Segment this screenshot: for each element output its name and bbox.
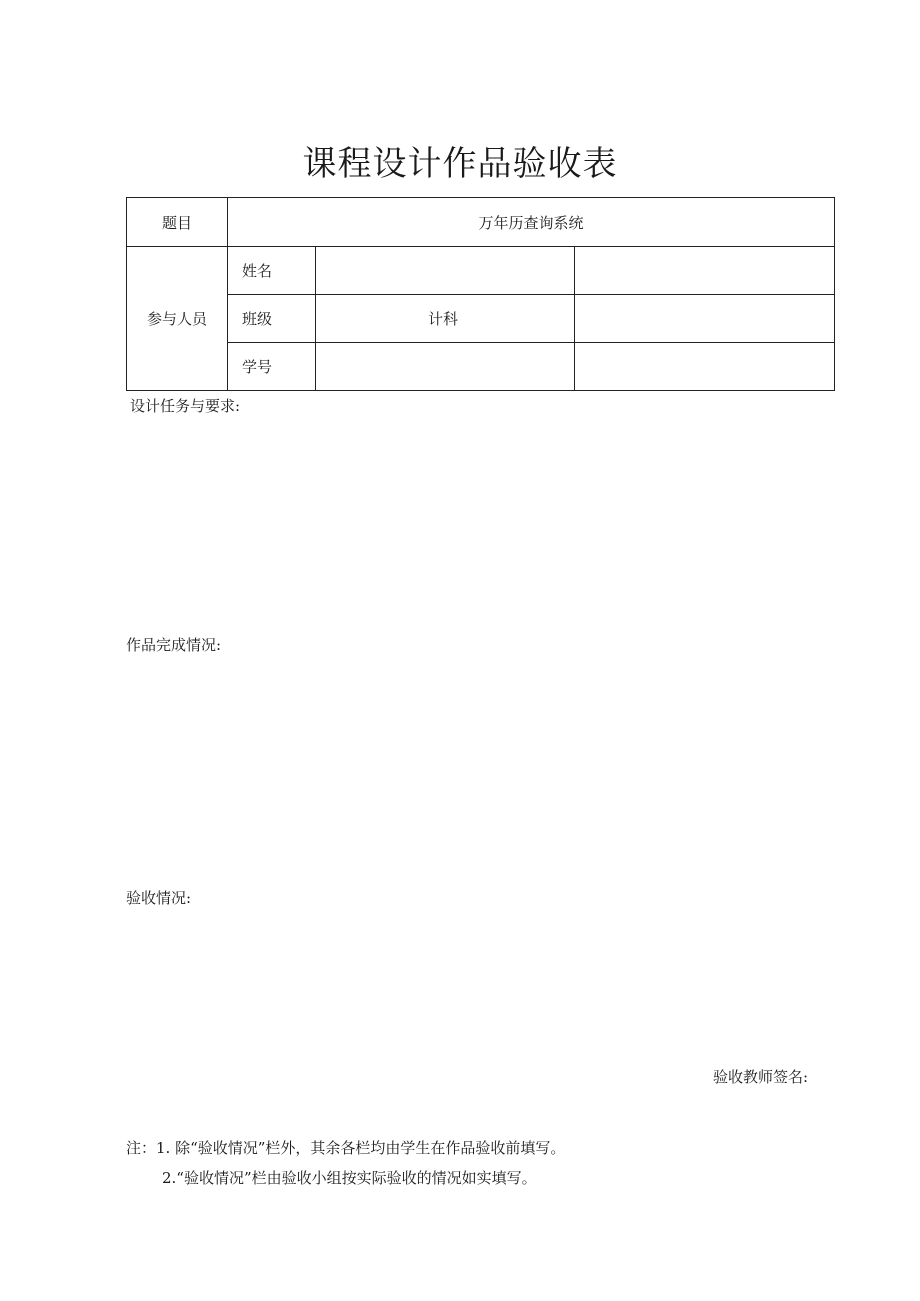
completion-heading: 作品完成情况:	[126, 636, 222, 654]
page-title: 课程设计作品验收表	[302, 144, 618, 184]
acceptance-heading: 验收情况:	[126, 889, 192, 907]
class-cell-2[interactable]	[575, 295, 835, 343]
name-cell-1[interactable]	[316, 247, 575, 295]
design-task-heading: 设计任务与要求:	[130, 397, 241, 415]
topic-value: 万年历查询系统	[228, 198, 835, 247]
class-value[interactable]: 计科	[316, 295, 575, 343]
student-id-cell-2[interactable]	[575, 343, 835, 391]
topic-label: 题目	[127, 198, 228, 247]
student-id-label: 学号	[228, 343, 316, 391]
info-table	[126, 197, 835, 391]
participants-label: 参与人员	[127, 247, 228, 391]
student-id-row	[127, 343, 835, 391]
name-row	[127, 247, 835, 295]
note-1: 注：1. 除“验收情况”栏外，其余各栏均由学生在作品验收前填写。	[126, 1139, 566, 1157]
name-cell-2[interactable]	[575, 247, 835, 295]
class-label: 班级	[228, 295, 316, 343]
teacher-signature-label: 验收教师签名:	[713, 1068, 809, 1086]
class-row	[127, 295, 835, 343]
topic-row	[127, 198, 835, 247]
name-label: 姓名	[228, 247, 316, 295]
note-2: 2.“验收情况”栏由验收小组按实际验收的情况如实填写。	[162, 1169, 537, 1187]
student-id-cell-1[interactable]	[316, 343, 575, 391]
